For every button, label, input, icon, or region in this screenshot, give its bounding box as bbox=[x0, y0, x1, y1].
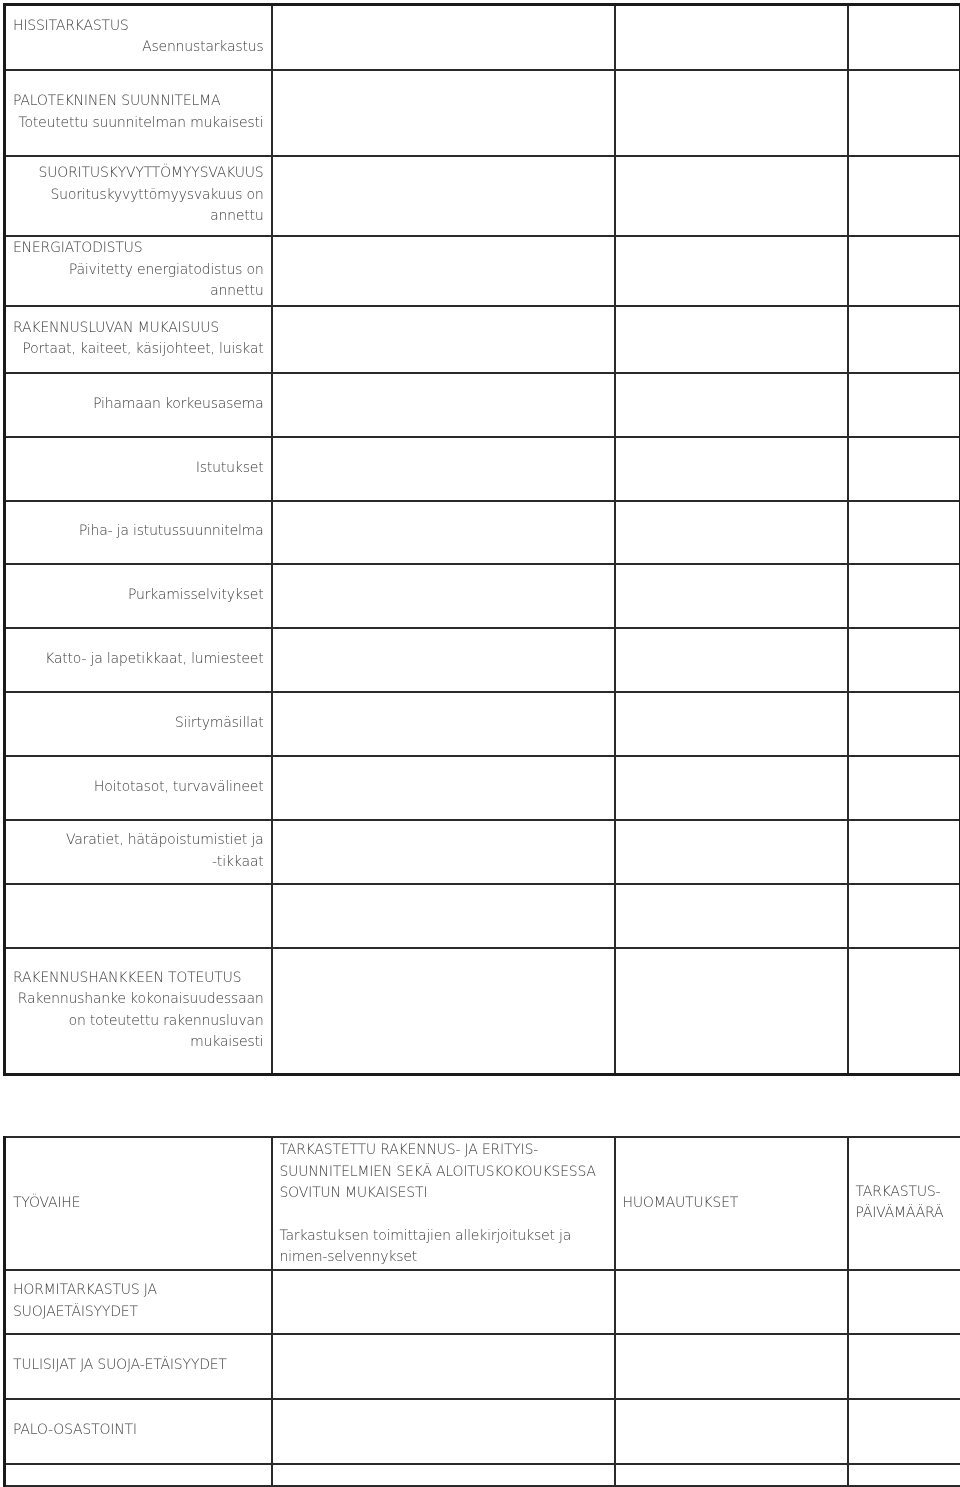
date-cell[interactable] bbox=[848, 1464, 960, 1486]
signature-cell[interactable] bbox=[272, 1270, 615, 1334]
row-label-cell bbox=[5, 564, 272, 628]
signature-cell[interactable] bbox=[272, 373, 615, 437]
row-text: -tikkaat bbox=[13, 852, 264, 874]
header-label: HUOMAUTUKSET bbox=[623, 1193, 840, 1215]
table-row bbox=[5, 306, 960, 373]
table-row bbox=[5, 1399, 960, 1464]
date-cell[interactable] bbox=[848, 70, 960, 156]
signature-cell[interactable] bbox=[272, 564, 615, 628]
row-text: mukaisesti bbox=[13, 1032, 264, 1054]
row-text: annettu bbox=[13, 281, 264, 303]
date-cell[interactable] bbox=[848, 1270, 960, 1334]
signature-cell[interactable] bbox=[272, 70, 615, 156]
table-row bbox=[5, 884, 960, 948]
remarks-cell[interactable] bbox=[615, 70, 848, 156]
header-tyovaihe bbox=[5, 1137, 272, 1270]
table-row bbox=[5, 1464, 960, 1486]
row-text: annettu bbox=[13, 206, 264, 228]
remarks-cell[interactable] bbox=[615, 437, 848, 501]
remarks-cell[interactable] bbox=[615, 628, 848, 692]
phase-label: SUOJAETÄISYYDET bbox=[13, 1302, 264, 1324]
table-row bbox=[5, 948, 960, 1075]
row-heading: HISSITARKASTUS bbox=[13, 16, 264, 38]
table-row bbox=[5, 564, 960, 628]
table-row bbox=[5, 236, 960, 306]
signature-cell[interactable] bbox=[272, 156, 615, 236]
inspection-table-top bbox=[3, 3, 960, 1076]
date-cell[interactable] bbox=[848, 306, 960, 373]
row-label-cell bbox=[5, 692, 272, 756]
row-label-cell bbox=[5, 437, 272, 501]
table-row bbox=[5, 692, 960, 756]
signature-cell[interactable] bbox=[272, 692, 615, 756]
date-cell[interactable] bbox=[848, 820, 960, 884]
row-text: Purkamisselvitykset bbox=[13, 585, 264, 607]
header-label: PÄIVÄMÄÄRÄ bbox=[856, 1203, 953, 1225]
row-heading: SUORITUSKYVYTTÖMYYSVAKUUS bbox=[13, 163, 264, 185]
date-cell[interactable] bbox=[848, 884, 960, 948]
date-cell[interactable] bbox=[848, 628, 960, 692]
header-sub-label: Tarkastuksen toimittajien allekirjoitukset ja bbox=[280, 1226, 607, 1248]
phase-cell bbox=[5, 1270, 272, 1334]
signature-cell[interactable] bbox=[272, 5, 615, 70]
signature-cell[interactable] bbox=[272, 437, 615, 501]
remarks-cell[interactable] bbox=[615, 156, 848, 236]
date-cell[interactable] bbox=[848, 1334, 960, 1399]
row-text: Piha- ja istutussuunnitelma bbox=[13, 521, 264, 543]
signature-cell[interactable] bbox=[272, 948, 615, 1075]
row-text: Siirtymäsillat bbox=[13, 713, 264, 735]
date-cell[interactable] bbox=[848, 236, 960, 306]
row-label-cell bbox=[5, 628, 272, 692]
phase-label: PALO-OSASTOINTI bbox=[13, 1420, 264, 1442]
header-date bbox=[848, 1137, 960, 1270]
remarks-cell[interactable] bbox=[615, 820, 848, 884]
date-cell[interactable] bbox=[848, 564, 960, 628]
remarks-cell[interactable] bbox=[615, 236, 848, 306]
remarks-cell[interactable] bbox=[615, 501, 848, 564]
table-row bbox=[5, 501, 960, 564]
row-heading: RAKENNUSHANKKEEN TOTEUTUS bbox=[13, 968, 264, 990]
date-cell[interactable] bbox=[848, 5, 960, 70]
row-heading: RAKENNUSLUVAN MUKAISUUS bbox=[13, 318, 264, 340]
row-heading: ENERGIATODISTUS bbox=[13, 238, 264, 260]
signature-cell[interactable] bbox=[272, 1399, 615, 1464]
row-heading: PALOTEKNINEN SUUNNITELMA bbox=[13, 91, 264, 113]
row-label-cell bbox=[5, 948, 272, 1075]
signature-cell[interactable] bbox=[272, 501, 615, 564]
row-label-cell bbox=[5, 70, 272, 156]
row-label-cell bbox=[5, 5, 272, 70]
row-text: Toteutettu suunnitelman mukaisesti bbox=[13, 113, 264, 135]
row-label-cell bbox=[5, 156, 272, 236]
header-row bbox=[5, 1137, 960, 1270]
row-text: Suorituskyvyttömyysvakuus on bbox=[13, 185, 264, 207]
remarks-cell[interactable] bbox=[615, 756, 848, 820]
row-text: Istutukset bbox=[13, 458, 264, 480]
table-row bbox=[5, 1334, 960, 1399]
remarks-cell[interactable] bbox=[615, 884, 848, 948]
signature-cell[interactable] bbox=[272, 1464, 615, 1486]
remarks-cell[interactable] bbox=[615, 306, 848, 373]
table-row bbox=[5, 156, 960, 236]
table-row bbox=[5, 1270, 960, 1334]
header-huomautukset bbox=[615, 1137, 848, 1270]
row-text: Varatiet, hätäpoistumistiet ja bbox=[13, 830, 264, 852]
remarks-cell[interactable] bbox=[615, 5, 848, 70]
header-label: TARKASTETTU RAKENNUS- JA ERITYIS- bbox=[280, 1140, 607, 1162]
remarks-cell[interactable] bbox=[615, 1464, 848, 1486]
remarks-cell[interactable] bbox=[615, 1399, 848, 1464]
row-label-cell bbox=[5, 884, 272, 948]
header-label: SOVITUN MUKAISESTI bbox=[280, 1183, 607, 1205]
remarks-cell[interactable] bbox=[615, 1334, 848, 1399]
table-row bbox=[5, 628, 960, 692]
signature-cell[interactable] bbox=[272, 1334, 615, 1399]
phase-cell bbox=[5, 1334, 272, 1399]
row-label-cell bbox=[5, 820, 272, 884]
phase-cell bbox=[5, 1399, 272, 1464]
phase-cell bbox=[5, 1464, 272, 1486]
signature-cell[interactable] bbox=[272, 820, 615, 884]
header-label: TYÖVAIHE bbox=[13, 1193, 264, 1215]
remarks-cell[interactable] bbox=[615, 373, 848, 437]
header-sub-label: nimen-selvennykset bbox=[280, 1247, 607, 1269]
row-label-cell bbox=[5, 373, 272, 437]
row-text: Rakennushanke kokonaisuudessaan bbox=[13, 989, 264, 1011]
row-label-cell bbox=[5, 306, 272, 373]
signature-cell[interactable] bbox=[272, 306, 615, 373]
row-label-cell bbox=[5, 501, 272, 564]
table-row bbox=[5, 5, 960, 70]
row-text: Päivitetty energiatodistus on bbox=[13, 260, 264, 282]
row-text: Katto- ja lapetikkaat, lumiesteet bbox=[13, 649, 264, 671]
row-text: Portaat, kaiteet, käsijohteet, luiskat bbox=[13, 339, 264, 361]
date-cell[interactable] bbox=[848, 1399, 960, 1464]
table-row bbox=[5, 756, 960, 820]
remarks-cell[interactable] bbox=[615, 1270, 848, 1334]
date-cell[interactable] bbox=[848, 437, 960, 501]
header-label: TARKASTUS- bbox=[856, 1182, 953, 1204]
phase-label: TULISIJAT JA SUOJA-ETÄISYYDET bbox=[13, 1355, 264, 1377]
table-row bbox=[5, 437, 960, 501]
date-cell[interactable] bbox=[848, 373, 960, 437]
remarks-cell[interactable] bbox=[615, 948, 848, 1075]
table-row bbox=[5, 70, 960, 156]
date-cell[interactable] bbox=[848, 501, 960, 564]
inspection-table-bottom bbox=[3, 1136, 960, 1487]
table-row bbox=[5, 373, 960, 437]
row-text: on toteutettu rakennusluvan bbox=[13, 1011, 264, 1033]
header-label: SUUNNITELMIEN SEKÄ ALOITUSKOKOUKSESSA bbox=[280, 1162, 607, 1184]
phase-label: HORMITARKASTUS JA bbox=[13, 1280, 264, 1302]
signature-cell[interactable] bbox=[272, 884, 615, 948]
date-cell[interactable] bbox=[848, 692, 960, 756]
remarks-cell[interactable] bbox=[615, 564, 848, 628]
signature-cell[interactable] bbox=[272, 236, 615, 306]
signature-cell[interactable] bbox=[272, 628, 615, 692]
table-row bbox=[5, 820, 960, 884]
date-cell[interactable] bbox=[848, 948, 960, 1075]
row-text: Pihamaan korkeusasema bbox=[13, 394, 264, 416]
header-signatures bbox=[272, 1137, 615, 1270]
row-text: Hoitotasot, turvavälineet bbox=[13, 777, 264, 799]
signature-cell[interactable] bbox=[272, 756, 615, 820]
date-cell[interactable] bbox=[848, 756, 960, 820]
date-cell[interactable] bbox=[848, 156, 960, 236]
remarks-cell[interactable] bbox=[615, 692, 848, 756]
row-text: Asennustarkastus bbox=[13, 37, 264, 59]
row-label-cell bbox=[5, 236, 272, 306]
row-label-cell bbox=[5, 756, 272, 820]
